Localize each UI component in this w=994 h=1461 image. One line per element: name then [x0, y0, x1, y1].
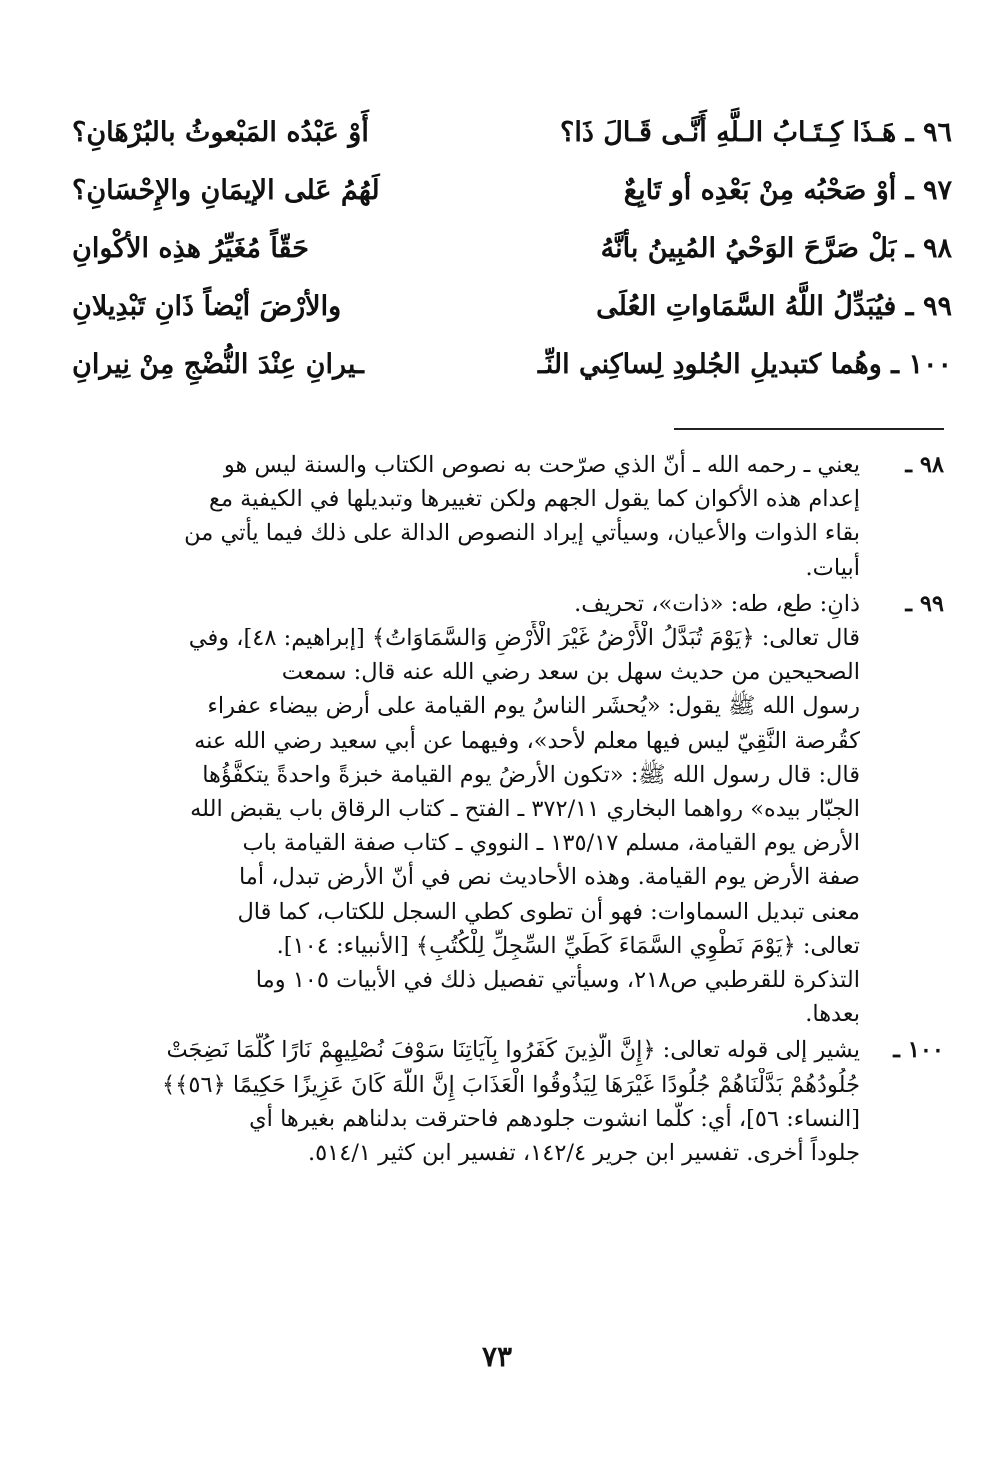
verse-row	[72, 336, 952, 394]
verse-first-hemistich: ١٠٠ ـ وهُما كتبديلِ الجُلودِ لِساكِني النِّـ	[537, 349, 952, 381]
verse-first-hemistich: ٩٧ ـ أوْ صَحْبُه مِنْ بَعْدِه أو تَابِعٌ	[623, 175, 952, 207]
verse-first-hemistich: ٩٩ ـ فيُبَدِّلُ اللَّهُ السَّمَاواتِ العُلَى	[596, 291, 952, 323]
footnote-line: كقُرصة النَّقِيّ ليس فيها معلم لأحد»، وفيهما عن أبي سعيد رضي الله عنه	[194, 727, 860, 754]
footnote-number: ١٠٠ ـ	[893, 1037, 944, 1064]
poem-verses	[72, 104, 952, 394]
page-number: ٧٣	[481, 1340, 513, 1373]
footnote-line: ذانِ: طع، طه: «ذات»، تحريف.	[574, 590, 860, 617]
footnote-line: يشير إلى قوله تعالى: ﴿إِنَّ الَّذِينَ كَفَرُوا بِآيَاتِنَا سَوْفَ نُصْلِيهِمْ نَارًا كُلَّمَا نَضِجَتْ	[166, 1037, 860, 1064]
footnote-line: رسول الله ﷺ يقول: «يُحشَر الناسُ يوم القيامة على أرض بيضاء عفراء	[207, 693, 860, 720]
footnote-divider	[674, 428, 944, 430]
verse-second-hemistich: أَوْ عَبْدُه المَبْعوثُ بالبُرْهَانِ؟	[72, 117, 369, 149]
verse-row	[72, 162, 952, 220]
footnote-line: أبيات.	[805, 554, 860, 581]
footnote-line: قال تعالى: ﴿يَوْمَ تُبَدَّلُ الْأَرْضُ غَيْرَ الْأَرْضِ وَالسَّمَاوَاتُ﴾ [إبراهيم: ٤٨]، وفي	[188, 625, 860, 652]
verse-second-hemistich: والأرْضَ أيْضاً ذَانِ تَبْدِيلانِ	[72, 291, 342, 323]
footnote-line: صفة الأرض يوم القيامة. وهذه الأحاديث نص في أنّ الأرض تبدل، أما	[238, 864, 860, 891]
verse-row	[72, 104, 952, 162]
footnote-line: بعدها.	[805, 1001, 860, 1028]
footnote-line: إعدام هذه الأكوان كما يقول الجهم ولكن تغييرها وتبديلها في الكيفية مع	[208, 486, 860, 513]
footnote-line: قال: قال رسول الله ﷺ: «تكون الأرضُ يوم القيامة خبزةً واحدةً يتكفَّؤُها	[202, 761, 860, 788]
verse-row	[72, 278, 952, 336]
verse-second-hemistich: لَهُمُ عَلى الإيمَانِ والإِحْسَانِ؟	[72, 175, 380, 207]
footnote-line: [النساء: ٥٦]، أي: كلّما انشوت جلودهم فاحترقت بدلناهم بغيرها أي	[249, 1105, 860, 1132]
footnotes	[84, 448, 944, 1172]
footnote-number: ٩٨ ـ	[905, 452, 944, 478]
footnote-line: الجبّار بيده» رواهما البخاري ٣٧٢/١١ ـ الفتح ـ كتاب الرقاق باب يقبض الله	[190, 796, 860, 823]
verse-first-hemistich: ٩٦ ـ هَـذَا كِـتَـابُ الـلَّهِ أَنَّـى قَـالَ ذَا؟	[559, 117, 952, 149]
footnote-line: جلوداً أخرى. تفسير ابن جرير ١٤٢/٤، تفسير ابن كثير ٥١٤/١.	[307, 1140, 860, 1167]
verse-first-hemistich: ٩٨ ـ بَلْ صَرَّحَ الوَحْيُ المُبِينُ بأنَّهُ	[600, 233, 952, 265]
footnote-line: يعني ـ رحمه الله ـ أنّ الذي صرّحت به نصوص الكتاب والسنة ليس هو	[223, 452, 860, 478]
footnote-line: تعالى: ﴿يَوْمَ نَطْوِي السَّمَاءَ كَطَيِّ السِّجِلِّ لِلْكُتُبِ﴾ [الأنبياء: ١٠٤].	[276, 932, 860, 959]
footnote-line: بقاء الذوات والأعيان، وسيأتي إيراد النصوص الدالة على ذلك فيما يأتي من	[184, 520, 860, 547]
footnote-100	[84, 1033, 944, 1170]
footnote-line: جُلُودُهُمْ بَدَّلْنَاهُمْ جُلُودًا غَيْرَهَا لِيَذُوقُوا الْعَذَابَ إِنَّ اللَّهَ كَانَ عَزِيزًا حَكِيمًا ﴿٥٦﴾﴾	[162, 1071, 860, 1098]
footnote-line: الصحيحين من حديث سهل بن سعد رضي الله عنه قال: سمعت	[281, 659, 860, 686]
verse-second-hemistich: ـيرانِ عِنْدَ النُّضْجِ مِنْ نِيرانِ	[72, 349, 364, 381]
verse-row	[72, 220, 952, 278]
footnote-99	[84, 587, 944, 1032]
footnote-number: ٩٩ ـ	[905, 590, 944, 617]
footnote-98	[84, 448, 944, 585]
footnote-line: الأرض يوم القيامة، مسلم ١٣٥/١٧ ـ النووي ـ كتاب صفة القيامة باب	[242, 830, 860, 857]
footnote-line: معنى تبديل السماوات: فهو أن تطوى كطي السجل للكتاب، كما قال	[237, 898, 860, 925]
footnote-line: التذكرة للقرطبي ص٢١٨، وسيأتي تفصيل ذلك في الأبيات ١٠٥ وما	[255, 967, 860, 994]
verse-second-hemistich: حَقّاً مُغَيِّرُ هذِه الأكْوانِ	[72, 233, 309, 265]
